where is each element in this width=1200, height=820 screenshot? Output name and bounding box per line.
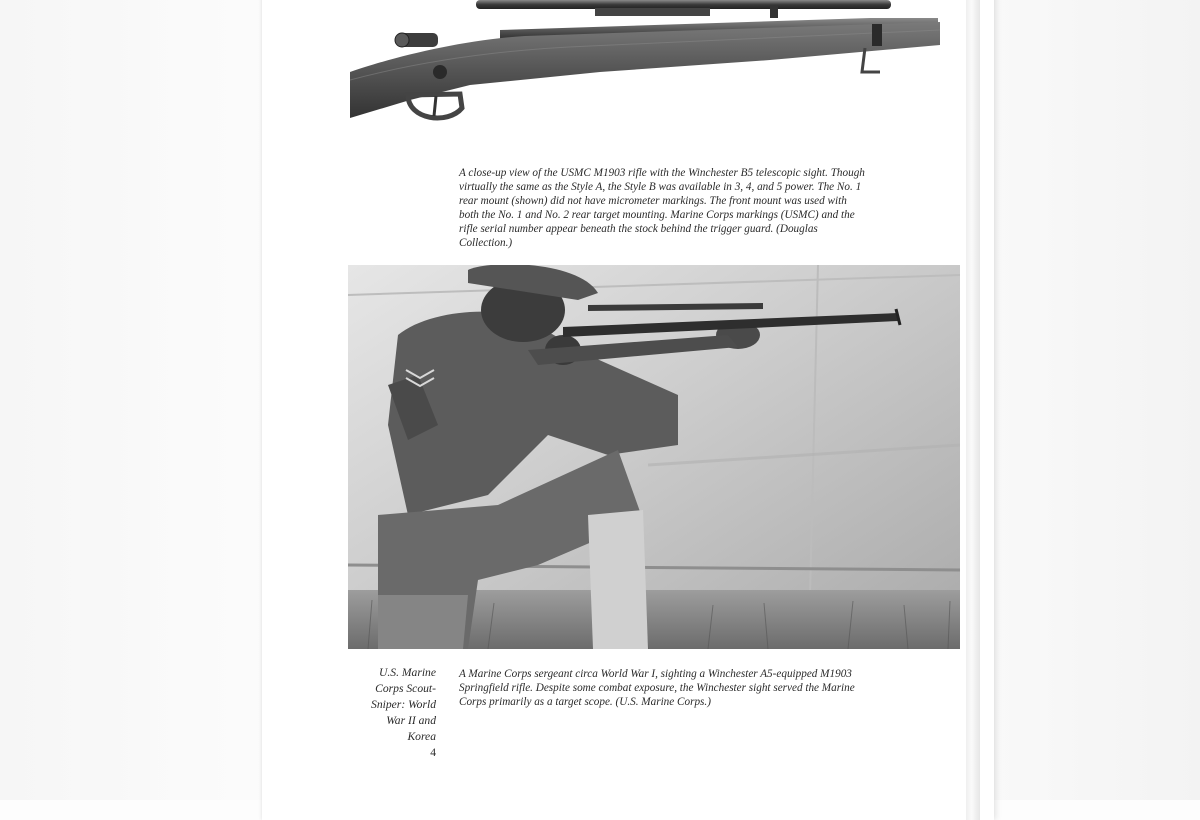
marine-sergeant-caption: A Marine Corps sergeant circa World War I, sighting a Winchester A5-equipped M1903 Springfield rifle. Despite some combat exposure, the Winchester sight served the Marine Corps primarily as a target scope. (U.S. Marine Corps.) <box>459 668 855 708</box>
marine-sergeant-photo <box>348 265 960 649</box>
page-number: 4 <box>430 746 436 759</box>
running-head-line: Corps Scout- <box>375 682 436 695</box>
rifle-closeup-caption: A close-up view of the USMC M1903 rifle with the Winchester B5 telescopic sight. Though virtually the same as the Style A, the Style B was available in 3, 4, and 5 power. The No. 1 rear mount (shown) did not have micrometer markings. The front mount was used with both the No. 1 and No. 2 rear target mounting. Marine Corps markings (USMC) and the rifle serial number appear beneath the stock behind the trigger guard. (Douglas Collection.) <box>459 167 865 249</box>
running-head-line: Korea <box>407 730 436 743</box>
running-head <box>350 665 436 761</box>
rifle-closeup-photo <box>350 0 942 135</box>
running-head-line: U.S. Marine <box>379 666 436 679</box>
page-stack-edge <box>966 0 980 820</box>
rifle-illustration <box>350 0 942 135</box>
marine-illustration <box>348 265 960 649</box>
running-head-line: Sniper: World <box>371 698 436 711</box>
running-head-line: War II and <box>386 714 436 727</box>
